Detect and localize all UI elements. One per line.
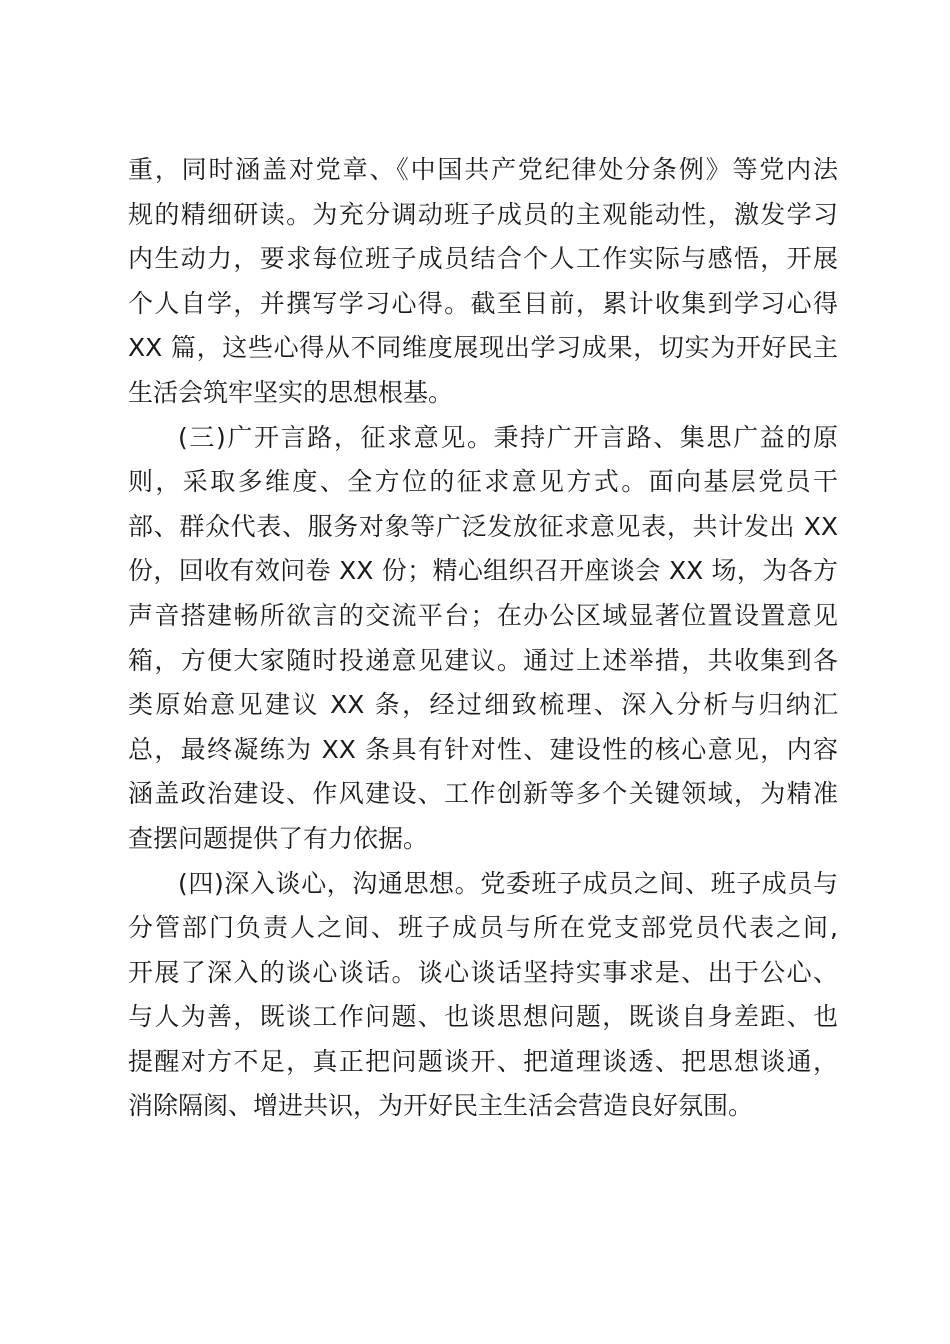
text-line: 类原始意见建议 XX 条，经过细致梳理、深入分析与归纳汇: [128, 690, 838, 720]
text-line: 箱，方便大家随时投递意见建议。通过上述举措，共收集到各: [128, 645, 838, 675]
text-line: XX 篇，这些心得从不同维度展现出学习成果，切实为开好民主: [128, 333, 838, 363]
text-line: 开展了深入的谈心谈话。谈心谈话坚持实事求是、出于公心、: [128, 957, 838, 987]
text-line: 消除隔阂、增进共识，为开好民主生活会营造良好氛围。: [128, 1091, 754, 1121]
text-line: 个人自学，并撰写学习心得。截至目前，累计收集到学习心得: [128, 288, 838, 318]
text-line: 涵盖政治建设、作风建设、工作创新等多个关键领域，为精准: [128, 779, 838, 809]
document-body: [128, 148, 838, 1129]
text-line: 部、群众代表、服务对象等广泛发放征求意见表，共计发出 XX: [128, 511, 838, 541]
section-heading-line: (三)广开言路，征求意见。秉持广开言路、集思广益的原: [178, 422, 838, 452]
text-line: 生活会筑牢坚实的思想根基。: [128, 377, 454, 407]
text-line: 总，最终凝练为 XX 条具有针对性、建设性的核心意见，内容: [128, 734, 838, 764]
text-line: 则，采取多维度、全方位的征求意见方式。面向基层党员干: [128, 467, 838, 497]
text-line: 重，同时涵盖对党章、《中国共产党纪律处分条例》等党内法: [128, 155, 838, 184]
text-line: 分管部门负责人之间、班子成员与所在党支部党员代表之间,: [128, 913, 838, 943]
text-line: 份，回收有效问卷 XX 份；精心组织召开座谈会 XX 场，为各方: [128, 556, 838, 586]
section-heading-line: (四)深入谈心，沟通思想。党委班子成员之间、班子成员与: [178, 868, 838, 898]
text-line: 规的精细研读。为充分调动班子成员的主观能动性，激发学习: [128, 199, 838, 229]
text-line: 与人为善，既谈工作问题、也谈思想问题，既谈自身差距、也: [128, 1002, 838, 1032]
text-line: 声音搭建畅所欲言的交流平台；在办公区域显著位置设置意见: [128, 600, 838, 630]
text-line: 提醒对方不足，真正把问题谈开、把道理谈透、把思想谈通，: [128, 1046, 838, 1076]
text-line: 内生动力，要求每位班子成员结合个人工作实际与感悟，开展: [128, 244, 838, 274]
text-line: 查摆问题提供了有力依据。: [128, 823, 429, 853]
